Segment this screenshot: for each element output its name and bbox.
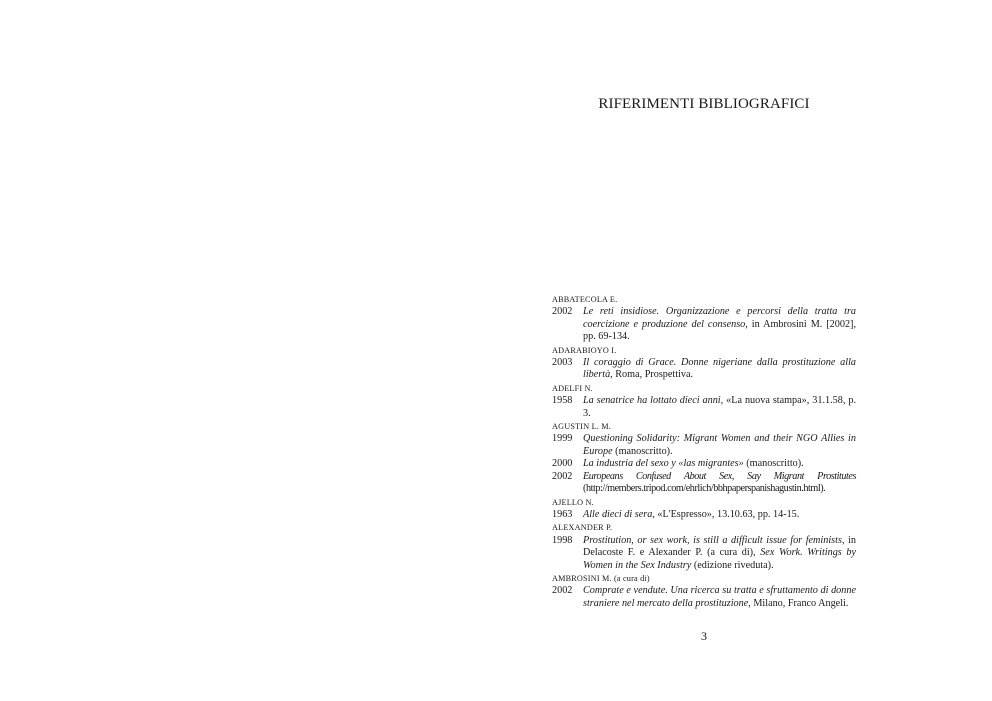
bib-entry (552, 357, 856, 382)
entry-reference (583, 395, 856, 420)
entry-year: 2003 (552, 357, 573, 369)
entry-title: Alle dieci di sera (583, 508, 653, 520)
entry-title: Comprate e vendute. Una ricerca su tratta e sfruttamento di donne straniere nel mercato della prostituzione (583, 585, 856, 609)
entry-details: (http://members.tripod.com/ehrlich/bbhpaperspanishagustin.html). (583, 483, 826, 495)
entry-reference (583, 535, 856, 572)
entry-reference (583, 357, 856, 382)
entry-details: (manoscritto). (743, 458, 804, 470)
entry-year: 2002 (552, 306, 573, 318)
entry-title: Il coraggio di Grace. Donne nigeriane dalla prostituzione alla libertà (583, 357, 856, 381)
bib-entry (552, 433, 856, 458)
bib-entry (552, 585, 856, 610)
entry-reference (583, 585, 856, 610)
page-title: RIFERIMENTI BIBLIOGRAFICI (598, 96, 810, 112)
entry-reference (583, 306, 856, 343)
bib-entry (552, 395, 856, 420)
entry-reference (583, 471, 856, 496)
entry-year: 2002 (552, 585, 573, 597)
entry-year: 2002 (552, 470, 573, 482)
entry-year: 2000 (552, 458, 573, 470)
bib-entry (552, 471, 856, 496)
author-heading: AMBROSINI M. (a cura di) (552, 573, 650, 583)
author-heading: AGUSTIN L. M. (552, 422, 612, 432)
bib-entry (552, 458, 856, 470)
entry-details: , Milano, Franco Angeli. (748, 597, 849, 609)
entry-title-secondary: Sex Work. Writings by Women in the Sex Industry (583, 547, 856, 571)
bib-entry (552, 509, 856, 521)
entry-reference (583, 433, 856, 458)
author-heading: ADARABIOYO I. (552, 345, 617, 355)
author-heading: ADELFI N. (552, 383, 593, 393)
author-heading: ABBATECOLA E. (552, 295, 618, 304)
entry-year: 1963 (552, 508, 573, 520)
entry-reference (583, 509, 856, 521)
entry-title: La industria del sexo y «las migrantes» (583, 458, 744, 470)
page-number: 3 (701, 629, 707, 643)
entry-details: , «L'Espresso», 13.10.63, pp. 14-15. (652, 508, 800, 520)
entry-title: La senatrice ha lottato dieci anni (583, 395, 721, 407)
bib-entry (552, 535, 856, 572)
entry-details: , in Ambrosini M. [2002], pp. 69-134. (583, 318, 856, 343)
entry-year: 1998 (552, 534, 573, 546)
author-heading: ALEXANDER P. (552, 523, 613, 533)
entry-title: Prostitution, or sex work, is still a difficult issue for feminists (583, 534, 842, 546)
entry-details-secondary: (edizione riveduta). (691, 559, 774, 571)
entry-year: 1958 (552, 395, 573, 407)
bib-entry (552, 306, 856, 343)
entry-reference (583, 458, 856, 470)
bibliography-list (552, 293, 856, 610)
entry-details: , «La nuova stampa», 31.1.58, p. 3. (583, 395, 856, 419)
author-heading: AJELLO N. (552, 497, 594, 507)
entry-details: (manoscritto). (612, 445, 673, 457)
entry-title: Questioning Solidarity: Migrant Women and their NGO Allies in Europe (583, 433, 856, 457)
entry-details: , Roma, Prospettiva. (610, 369, 694, 381)
entry-year: 1999 (552, 433, 573, 445)
entry-details: , in Delacoste F. e Alexander P. (a cura di), (583, 534, 856, 559)
entry-title: Europeans Confused About Sex, Say Migrant Prostitutes (583, 470, 856, 482)
entry-title: Le reti insidiose. Organizzazione e percorsi della tratta tra coercizione e produzione del consenso (583, 306, 856, 330)
